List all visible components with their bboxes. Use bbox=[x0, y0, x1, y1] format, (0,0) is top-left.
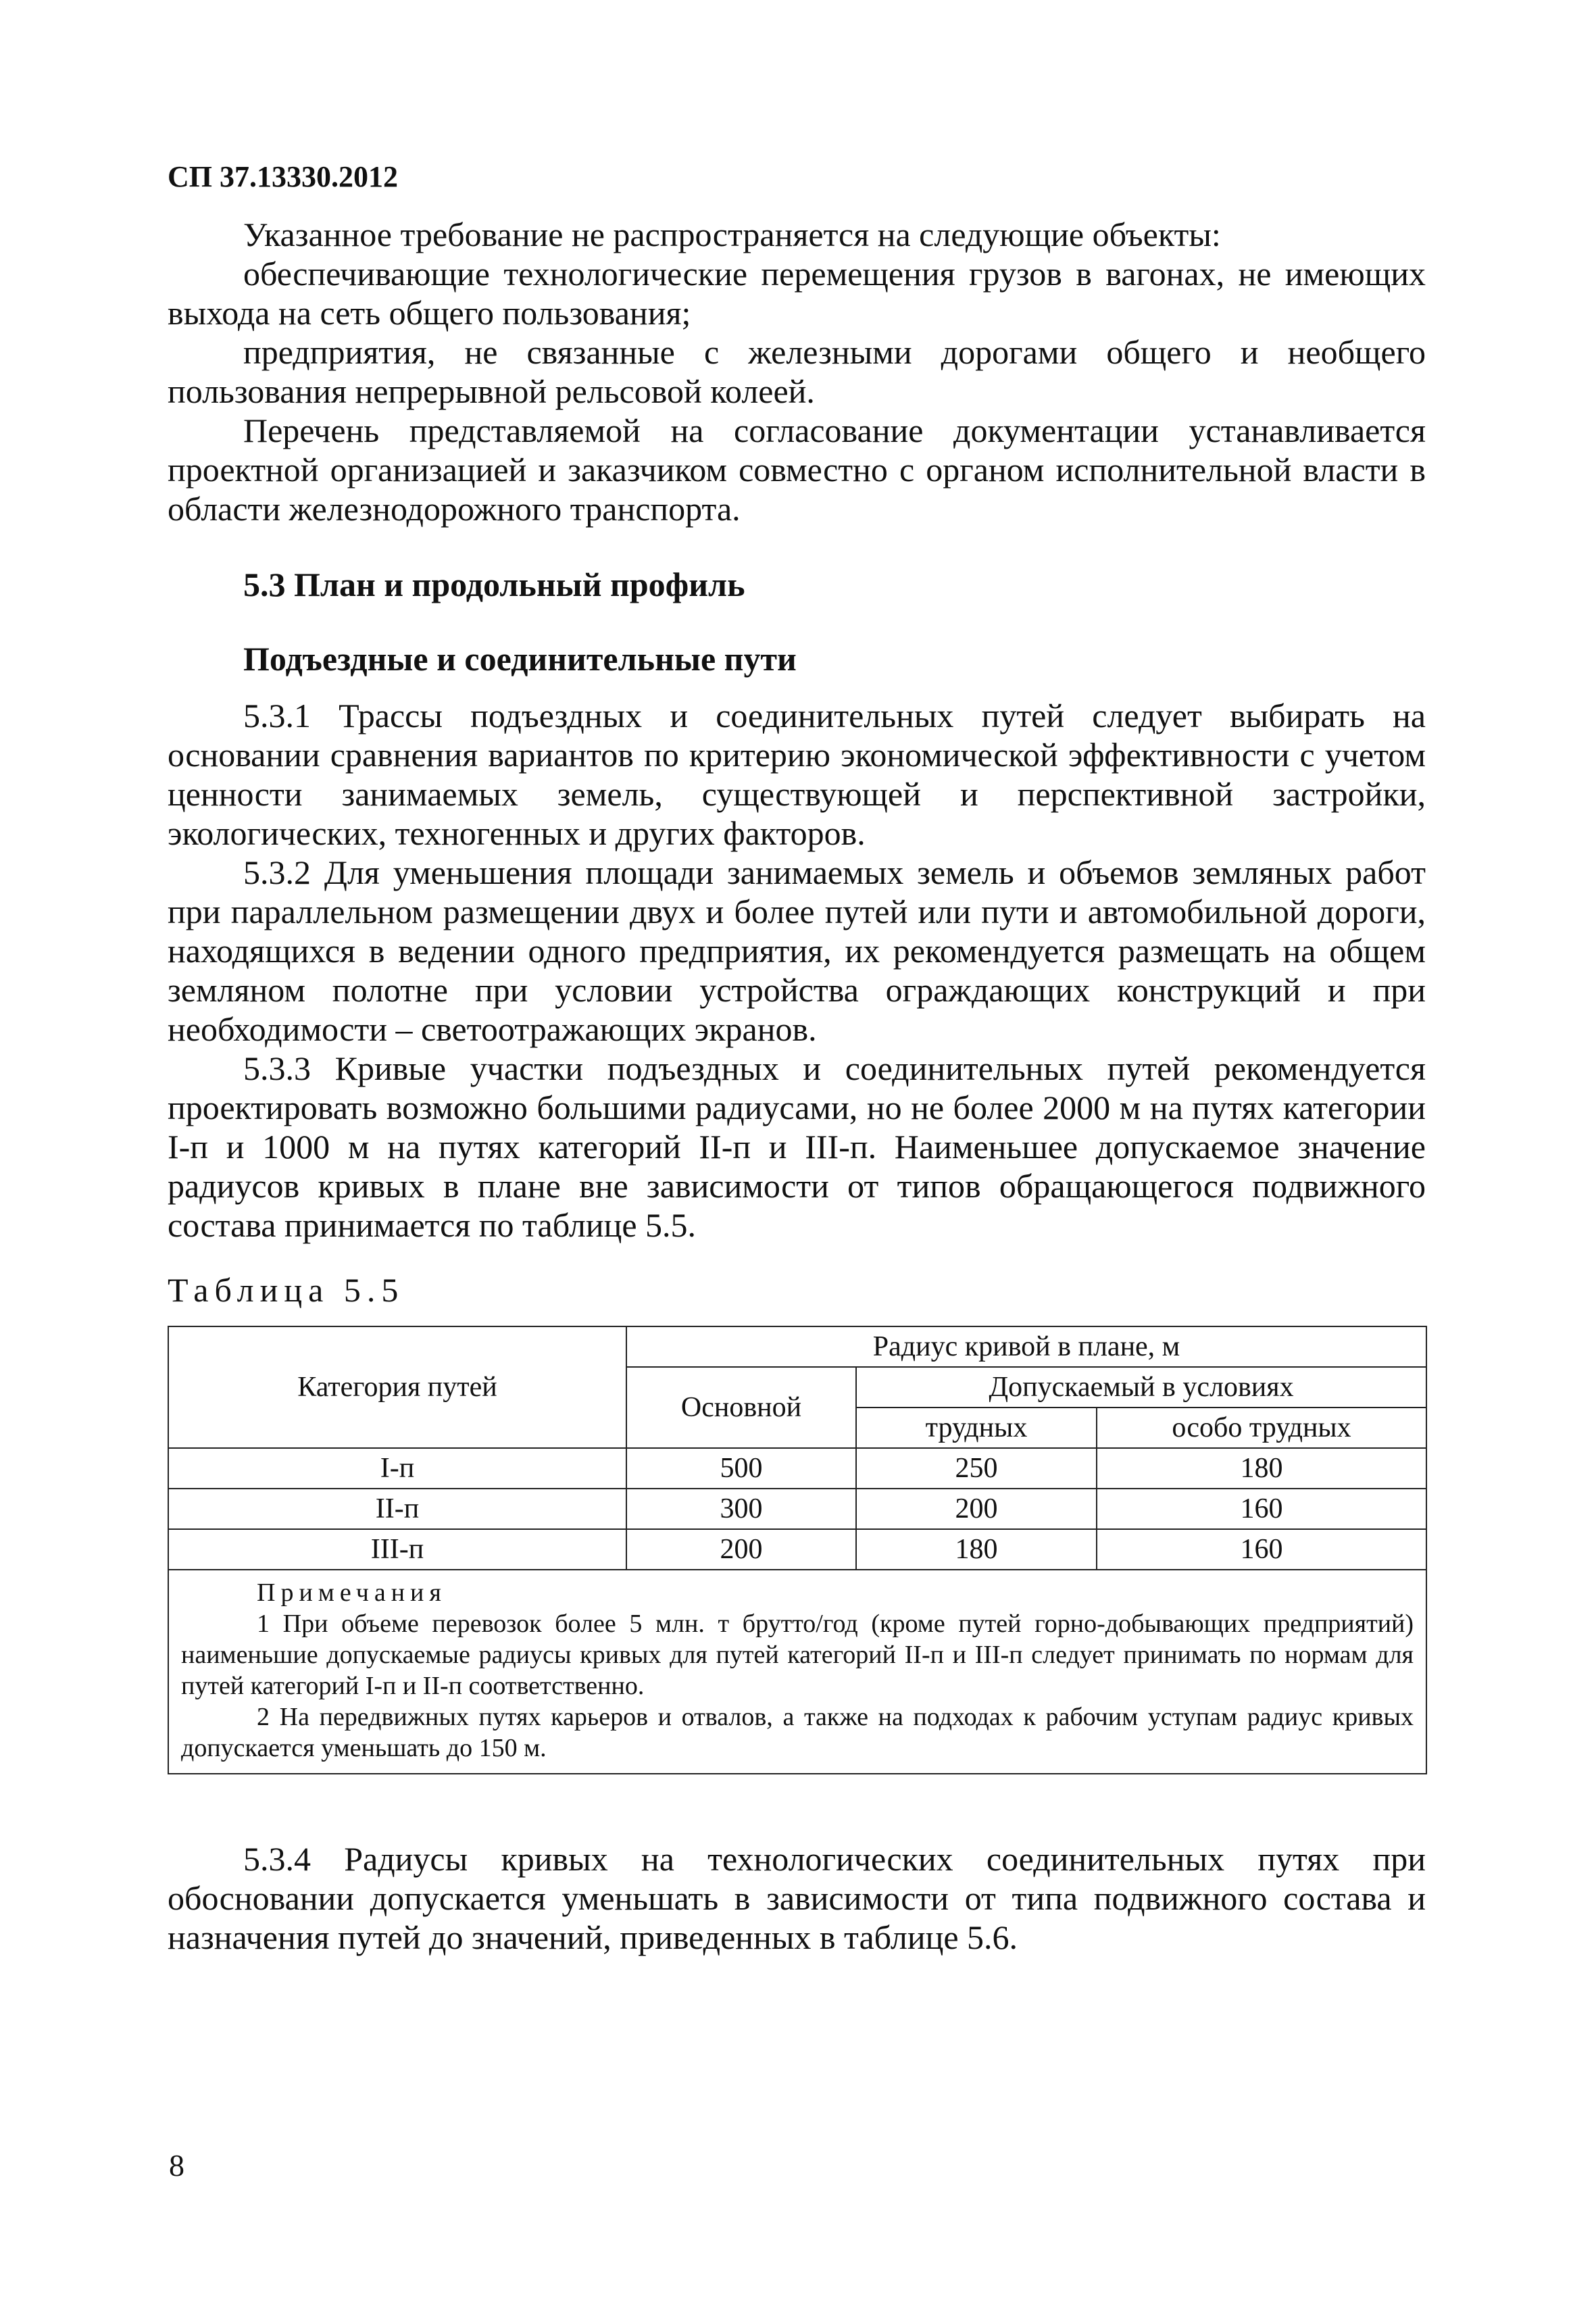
notes-title: Примечания bbox=[257, 1578, 447, 1607]
document-code: СП 37.13330.2012 bbox=[168, 160, 398, 193]
cell-main: 200 bbox=[626, 1529, 856, 1570]
cell-category: III-п bbox=[168, 1529, 626, 1570]
section-heading: 5.3 План и продольный профиль bbox=[243, 566, 745, 603]
table-caption: Таблица 5.5 bbox=[168, 1271, 405, 1309]
header-very-difficult: особо трудных bbox=[1097, 1408, 1426, 1448]
header-category: Категория путей bbox=[168, 1326, 626, 1448]
table-5-5 bbox=[168, 1326, 1426, 1774]
table-row bbox=[168, 1448, 1426, 1489]
clause-5-3-3: 5.3.3 Кривые участки подъездных и соединительных путей рекомендуется проектировать возможно большими радиусами, но не более 2000 м на путях категории I-п и 1000 м на путях категорий II-п и III-п. Наименьшее допускаемое значение радиусов кривых в плане вне зависимости от типов обращающегося подвижного состава принимается по таблице 5.5. bbox=[168, 1049, 1426, 1244]
clause-5-3-2: 5.3.2 Для уменьшения площади занимаемых земель и объемов земляных работ при параллельном размещении двух и более путей или пути и автомобильной дороги, находящихся в ведении одного предприятия, их рекомендуется размещать на общем земляном полотне при условии устройства ограждающих конструкций и при необходимости – светоотражающих экранов. bbox=[168, 853, 1426, 1048]
cell-difficult: 180 bbox=[856, 1529, 1097, 1570]
cell-very-difficult: 180 bbox=[1097, 1448, 1426, 1489]
header-main: Основной bbox=[626, 1367, 856, 1448]
intro-paragraph: предприятия, не связанные с железными дорогами общего и необщего пользования непрерывной рельсовой колеей. bbox=[168, 333, 1426, 410]
cell-main: 300 bbox=[626, 1489, 856, 1529]
cell-very-difficult: 160 bbox=[1097, 1529, 1426, 1570]
cell-very-difficult: 160 bbox=[1097, 1489, 1426, 1529]
intro-paragraph: Перечень представляемой на согласование документации устанавливается проектной организацией и заказчиком совместно с органом исполнительной власти в области железнодорожного транспорта. bbox=[168, 412, 1426, 528]
cell-main: 500 bbox=[626, 1448, 856, 1489]
cell-category: II-п bbox=[168, 1489, 626, 1529]
cell-difficult: 250 bbox=[856, 1448, 1097, 1489]
table-row bbox=[168, 1489, 1426, 1529]
cell-category: I-п bbox=[168, 1448, 626, 1489]
header-difficult: трудных bbox=[856, 1408, 1097, 1448]
header-radius: Радиус кривой в плане, м bbox=[626, 1326, 1426, 1367]
after-table-text bbox=[168, 1839, 1426, 1957]
clause-5-3-1: 5.3.1 Трассы подъездных и соединительных путей следует выбирать на основании сравнения вариантов по критерию экономической эффективности с учетом ценности занимаемых земель, существующей и перспективной застройки, экологических, техногенных и других факторов. bbox=[168, 697, 1426, 852]
intro-text bbox=[168, 215, 1426, 528]
clauses-text bbox=[168, 696, 1426, 1245]
page-number: 8 bbox=[169, 2148, 184, 2183]
table-notes bbox=[168, 1570, 1426, 1774]
header-allowed: Допускаемый в условиях bbox=[856, 1367, 1426, 1408]
note-item: 2 На передвижных путях карьеров и отвалов, а также на подходах к рабочим уступам радиус кривых допускается уменьшать до 150 м. bbox=[181, 1703, 1414, 1762]
table-row bbox=[168, 1529, 1426, 1570]
intro-paragraph: Указанное требование не распространяется на следующие объекты: bbox=[243, 216, 1221, 253]
clause-5-3-4: 5.3.4 Радиусы кривых на технологических соединительных путях при обосновании допускается уменьшать в зависимости от типа подвижного состава и назначения путей до значений, приведенных в таблице 5.6. bbox=[168, 1840, 1426, 1956]
note-item: 1 При объеме перевозок более 5 млн. т брутто/год (кроме путей горно-добывающих предприятий) наименьшие допускаемые радиусы кривых для путей категорий II-п и III-п следует принимать по нормам для путей категорий I-п и II-п соответственно. bbox=[181, 1610, 1414, 1700]
cell-difficult: 200 bbox=[856, 1489, 1097, 1529]
intro-paragraph: обеспечивающие технологические перемещения грузов в вагонах, не имеющих выхода на сеть общего пользования; bbox=[168, 255, 1426, 332]
subsection-heading: Подъездные и соединительные пути bbox=[243, 640, 797, 678]
